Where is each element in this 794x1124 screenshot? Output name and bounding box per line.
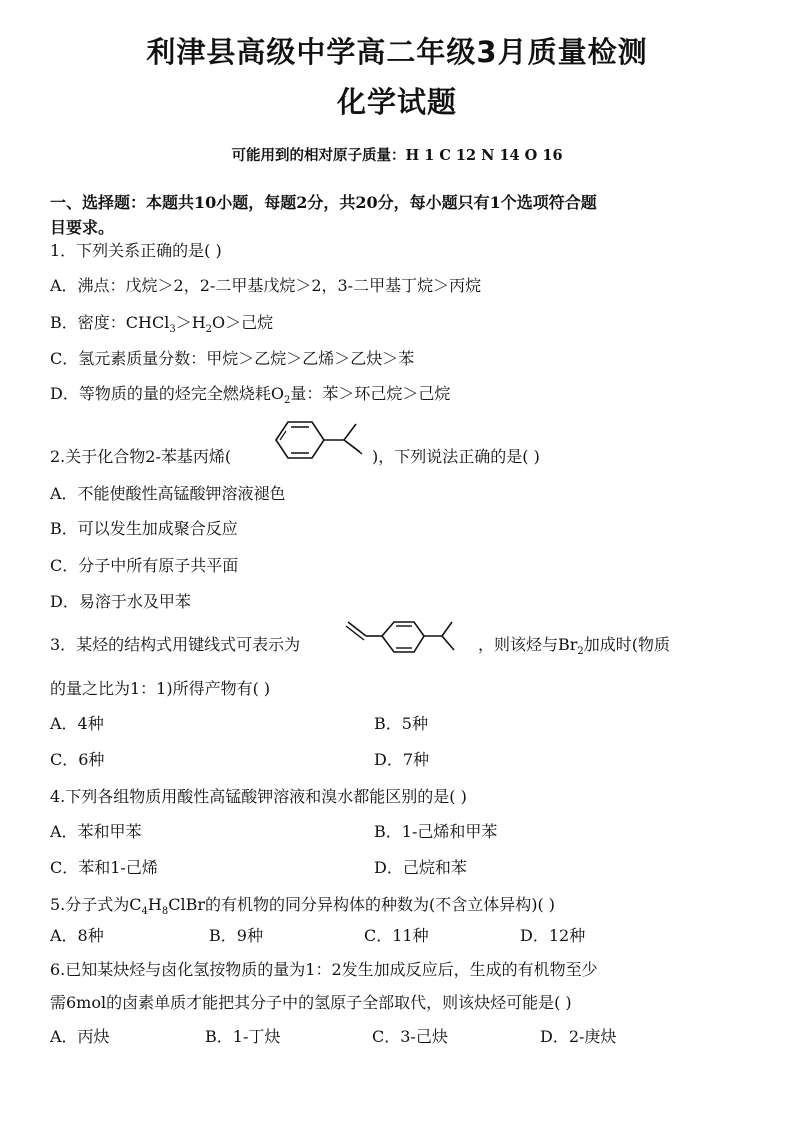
q2-option-b: B．可以发生加成聚合反应	[50, 519, 238, 538]
q5-stem: 5.分子式为$C_4H_8ClBr$的有机物的同分异构体的种数为(不含立体异构)( )	[50, 895, 556, 918]
q6-option-a: A．丙炔	[50, 1027, 110, 1046]
q5-option-a: A．8种	[50, 926, 104, 945]
q1-option-d: D．等物质的量的烃完全燃烧耗$O_2$量：苯＞环己烷＞己烷	[50, 384, 451, 407]
q6-stem-line1: 6.已知某炔烃与卤化氢按物质的量为1：2发生加成反应后，生成的有机物至少	[50, 960, 598, 979]
q3-stem-line2: 的量之比为1：1)所得产物有( )	[50, 679, 271, 698]
2-phenylpropene-structure	[268, 412, 374, 468]
q4-stem: 4.下列各组物质用酸性高锰酸钾溶液和溴水都能区别的是( )	[50, 787, 467, 806]
q6-option-d: D．2-庚炔	[540, 1027, 617, 1046]
q2-option-a: A．不能使酸性高锰酸钾溶液褪色	[50, 484, 286, 503]
q2-stem-pre: 2.关于化合物2-苯基丙烯(	[50, 447, 232, 466]
exam-subject: 化学试题	[336, 85, 457, 119]
q6-option-b: B．1-丁炔	[205, 1027, 281, 1046]
q6-option-c: C．3-己炔	[372, 1027, 448, 1046]
q1-option-a: A．沸点：戊烷＞2，2-二甲基戊烷＞2，3-二甲基丁烷＞丙烷	[50, 276, 482, 295]
q3-option-b: B．5种	[374, 714, 428, 733]
q3-option-c: C．6种	[50, 750, 105, 769]
q3-hydrocarbon-structure	[344, 618, 472, 662]
q1-stem: 1．下列关系正确的是( )	[50, 241, 222, 260]
q4-option-d: D．己烷和苯	[374, 858, 467, 877]
q5-option-d: D．12种	[520, 926, 586, 945]
q6-stem-line2: 需6mol的卤素单质才能把其分子中的氢原子全部取代，则该炔烃可能是( )	[50, 993, 572, 1012]
q2-option-c: C．分子中所有原子共平面	[50, 556, 239, 575]
q3-option-d: D．7种	[374, 750, 430, 769]
q4-option-b: B．1-己烯和甲苯	[374, 822, 498, 841]
q2-stem-post: )，下列说法正确的是( )	[372, 447, 540, 466]
q1-option-c: C．氢元素质量分数：甲烷＞乙烷＞乙烯＞乙炔＞苯	[50, 349, 415, 368]
q3-option-a: A．4种	[50, 714, 104, 733]
q5-option-b: B．9种	[209, 926, 263, 945]
section-heading: 一、选择题：本题共10小题，每题2分，共20分，每小题只有1个选项符合题	[50, 193, 597, 212]
exam-title: 利津县高级中学高二年级3月质量检测	[146, 35, 648, 69]
q1-option-b: B．密度：$CHCl_3>H_2O>$己烷	[50, 313, 274, 336]
q3-stem-pre: 3．某烃的结构式用键线式可表示为	[50, 635, 301, 654]
q5-option-c: C．11种	[364, 926, 429, 945]
q4-option-a: A．苯和甲苯	[50, 822, 142, 841]
q2-option-d: D．易溶于水及甲苯	[50, 592, 191, 611]
section-heading-cont: 目要求。	[50, 218, 115, 237]
q3-stem-post: ，则该烃与$Br_2$加成时(物质	[478, 635, 671, 658]
q4-option-c: C．苯和1-己烯	[50, 858, 158, 877]
atomic-masses: 可能用到的相对原子质量：H 1 C 12 N 14 O 16	[231, 147, 563, 164]
